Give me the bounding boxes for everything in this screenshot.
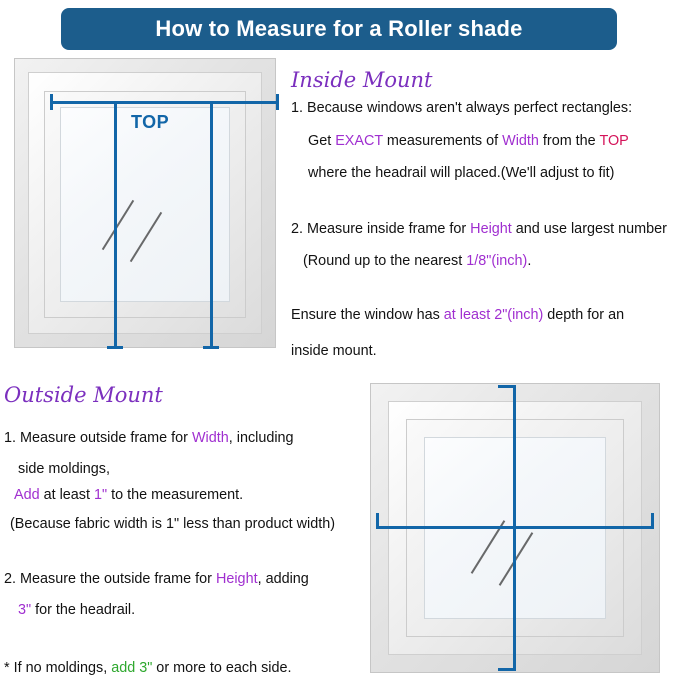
outside-mount-window-diagram: [370, 383, 660, 673]
inside-mount-heading: Inside Mount: [291, 68, 433, 92]
outside-mount-line-5: 2. Measure the outside frame for Height, adding: [4, 571, 309, 587]
inside-mount-line-7: inside mount.: [291, 343, 377, 359]
window-glass: [60, 107, 230, 302]
width-measure-line: [50, 101, 278, 104]
outside-mount-line-2: side moldings,: [18, 461, 110, 477]
page-title: How to Measure for a Roller shade: [155, 16, 523, 41]
width-measure-end-cap: [50, 94, 53, 110]
height-guide-line-right: [210, 101, 213, 349]
outside-mount-line-4: (Because fabric width is 1" less than product width): [10, 516, 336, 532]
inside-mount-line-2: Get EXACT measurements of Width from the TOP: [308, 133, 629, 149]
top-label: TOP: [131, 112, 170, 132]
width-measure-end-cap: [651, 513, 654, 529]
height-guide-line-left: [114, 101, 117, 349]
glass-reflection-streak: [102, 200, 134, 250]
inside-mount-line-4: 2. Measure inside frame for Height and use largest number: [291, 221, 667, 237]
glass-reflection-streak: [499, 532, 534, 586]
height-measure-end-cap: [498, 385, 514, 388]
outside-mount-line-3: Add at least 1" to the measurement.: [14, 487, 244, 503]
outside-mount-footnote: * If no moldings, add 3" or more to each side.: [4, 660, 292, 676]
height-measure-end-cap: [498, 668, 514, 671]
inside-mount-line-6: Ensure the window has at least 2"(inch) depth for an: [291, 307, 625, 323]
inside-mount-line-1: 1. Because windows aren't always perfect rectangles:: [291, 100, 633, 116]
inside-mount-line-3: where the headrail will placed.(We'll adjust to fit): [308, 165, 615, 181]
inside-mount-window-diagram: [14, 58, 276, 348]
glass-reflection-streak: [130, 212, 162, 262]
inside-mount-line-5: (Round up to the nearest 1/8"(inch).: [303, 253, 532, 269]
outside-mount-heading: Outside Mount: [4, 383, 163, 407]
height-guide-end-cap: [107, 346, 123, 349]
width-measure-end-cap: [376, 513, 379, 529]
height-guide-end-cap: [203, 346, 219, 349]
outside-mount-line-1: 1. Measure outside frame for Width, including: [4, 430, 294, 446]
page-title-bar: [61, 8, 617, 50]
width-measure-end-cap: [276, 94, 279, 110]
width-measure-line: [376, 526, 654, 529]
outside-mount-line-6: 3" for the headrail.: [18, 602, 136, 618]
